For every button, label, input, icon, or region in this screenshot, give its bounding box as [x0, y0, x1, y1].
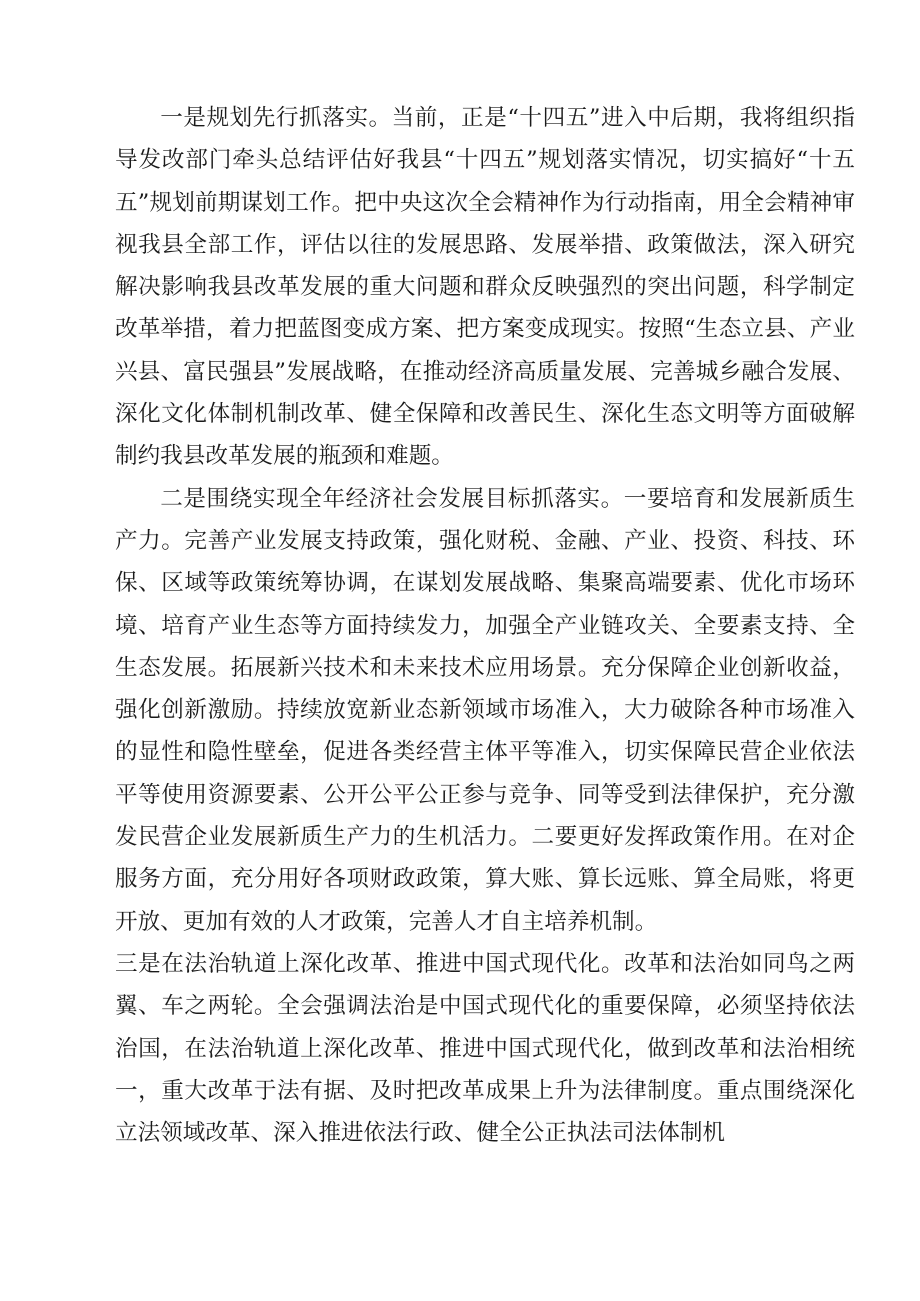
paragraph-rule-of-law: 三是在法治轨道上深化改革、推进中国式现代化。改革和法治如同鸟之两翼、车之两轮。全会强调法治是中国式现代化的重要保障，必须坚持依法治国，在法治轨道上深化改革、推进中国式现代化，做到改革和法治相统一，重大改革于法有据、及时把改革成果上升为法律制度。重点围绕深化立法领域改革、深入推进依法行政、健全公正执法司法体制机 — [115, 950, 855, 1147]
document-body — [115, 97, 855, 1154]
paragraph-planning: 一是规划先行抓落实。当前，正是“十四五”进入中后期，我将组织指导发改部门牵头总结评估好我县“十四五”规划落实情况，切实搞好“十五五”规划前期谋划工作。把中央这次全会精神作为行动指南，用全会精神审视我县全部工作，评估以往的发展思路、发展举措、政策做法，深入研究解决影响我县改革发展的重大问题和群众反映强烈的突出问题，科学制定改革举措，着力把蓝图变成方案、把方案变成现实。按照“生态立县、产业兴县、富民强县”发展战略，在推动经济高质量发展、完善城乡融合发展、深化文化体制机制改革、健全保障和改善民生、深化生态文明等方面破解制约我县改革发展的瓶颈和难题。 — [115, 105, 855, 470]
paragraph-economic-goals: 二是围绕实现全年经济社会发展目标抓落实。一要培育和发展新质生产力。完善产业发展支持政策，强化财税、金融、产业、投资、科技、环保、区域等政策统筹协调，在谋划发展战略、集聚高端要素、优化市场环境、培育产业生态等方面持续发力，加强全产业链攻关、全要素支持、全生态发展。拓展新兴技术和未来技术应用场景。充分保障企业创新收益，强化创新激励。持续放宽新业态新领域市场准入，大力破除各种市场准入的显性和隐性壁垒，促进各类经营主体平等准入，切实保障民营企业依法平等使用资源要素、公开公平公正参与竞争、同等受到法律保护，充分激发民营企业发展新质生产力的生机活力。二要更好发挥政策作用。在对企服务方面，充分用好各项财政政策，算大账、算长远账、算全局账，将更开放、更加有效的人才政策，完善人才自主培养机制。 — [115, 485, 855, 935]
